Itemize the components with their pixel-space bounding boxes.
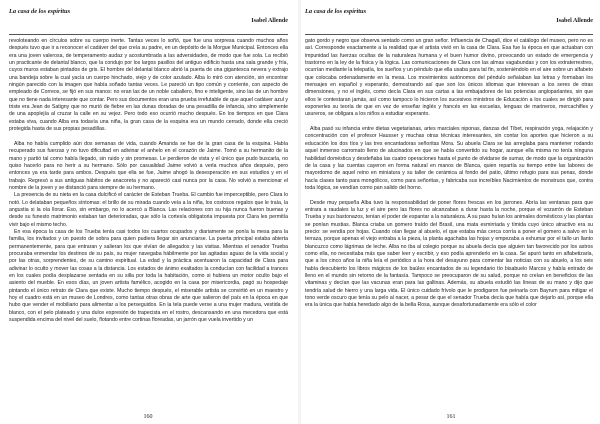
left-running-head [9,8,288,32]
right-paragraph-3: Desde muy pequeña Alba tuvo la responsabilidad de poner flores frescas en los jarrones. Abría las ventanas para que entrara a raudales la luz y el aire pero las flores no alcanzaban a durar hasta la noche, porque el vozarrón de Esteban Trueba y sus bastonazos, tenían el poder de espantar a la naturaleza. A su paso huían los animales domésticos y las plantas se ponían mustias. Blanca criaba un gomero traído del Brasil, una mata esmirriada y tímida cuyo único atractivo era su precio: se vendía por hojas. Cuando oían llegar al abuelo, el que estaba más cerca corría a poner el gomero a salvo en la terraza, porque apenas el viejo entraba a la pieza, la planta agachaba las hojas y empezaba a exhumar por el tallo un llanto blancuzco como lágrimas de leche. Alba no iba al colegio porque su abuela decía que alguien tan favorecido por los astros como ella, no necesitaba más que saber leer y escribir, y eso podía aprenderlo en la casa. Se apuró tanto en alfabetizarla, que a los cinco años la niña leía el periódico a la hora del desayuno para comentar las noticias con su abuelo, a los seis había descubierto los libros mágicos de los baúles encantados de su legendario tío bisabuelo Marcos y había entrado de lleno en el mundo sin retorno de la fantasía. Tampoco se preocuparon de su salud, porque no creían en beneficios de las vitaminas y decían que las vacunas eran para las gallinas. Además, su abuela estudió las líneas de su mano y dijo que tendría salud de hierro y una larga vida. El único cuidado frívolo que le prodigaron fue peinarla con Bayrum para mitigar el tono verde oscuro que tenía su pelo al nacer, a pesar de que el senador Trueba decía que había que dejarlo así, porque ella era la única que había heredado algo de la bella Rosa, aunque desafortunadamente era sólo el color [305,199,593,309]
left-paragraph-3: La presencia de su nieta en la casa dulcificó el carácter de Esteban Trueba. El cambio fue imperceptible, pero Clara lo notó. Lo delataban pequeños síntomas: el brillo de su mirada cuando veía a la niña, los costosos regalos que le traía, la angustia si la oía llorar. Eso, sin embargo, no lo acercó a Blanca. Las relaciones con su hija nunca fueron buenas y desde su funesto matrimonio estaban tan deterioradas, que sólo la cortesía obligatoria impuesta por Clara les permitía vivir bajo el mismo techo. [9,192,288,228]
right-header-rule [305,34,593,35]
right-paragraph-1: gato gordo y negro que observa sentado como un gran señor. Influencia de Chagall, dice el catálogo del museo, pero no es así. Corresponde exactamente a la realidad que el artista vivió en la casa de Clara. Esa fue la época en que actuaban con impunidad las fuerzas ocultas de la naturaleza humana y el buen humor divino, provocando un estado de emergencia y trastorno en la ley de la física y la lógica. Las comunicaciones de Clara con las almas vagabundas y con los extraterrestres, ocurrían mediante la telepatía, los sueños y un péndulo que ella usaba para tal fin, sosteniéndolo en el aire sobre un alfabeto que colocaba ordenadamente en la mesa. Los movimientos autónomos del péndulo señalaban las letras y formaban los mensajes en español y esperanto, demostrando así que son los únicos idiomas que interesan a los seres de otras dimensiones, y no el inglés, como decía Clara en sus cartas a las embajadores de las potencias angloparlantes, sin que ellos le contestaran jamás, así como tampoco lo hicieron los sucesivos ministros de Educación a los cuales se dirigió para exponerles su teoría de que en vez de enseñar inglés y francés en las escuelas, lenguas de marineros, mercachifles y usureros, se obligara a los niños a estudiar esperanto. [305,38,593,118]
left-paragraph-4: En esa época la casa de los Trueba tenía casi todos los cuartos ocupados y diariamente se ponía la mesa para la familia, los invitados y un puesto de sobra para quien pudiera llegar sin anunciarse. La puerta principal estaba abierta permanentemente, para que entraran y salieran los que vivían de allegados y las visitas. Mientras el senador Trueba procuraba enmendar los destinos de su país, su mujer navegaba hábilmente por las agitadas aguas de la vida social y por las otras, sorprendentes, de su camino espiritual. La edad y la práctica acentuaron la capacidad de Clara para adivinar lo oculto y mover las cosas a la distancia. Los estados de ánimo exaltados la conducían con facilidad a trances en los cuales podía desplazarse sentada en su silla por toda la habitación, como si hubiera un motor oculto bajo el asiento del mueble. En esos días, un joven artista famélico, acogido en la casa por misericordia, pagó su hospedaje pintando el único retrato de Clara que existe. Mucho tiempo después, el miserable artista se convirtió en un maestro y hoy el cuadro está en un museo de Londres, como tantas otras obras de arte que salieron del país en la época en que hubo que vender el mobiliario para alimentar a los perseguidos. En la tela puede verse a una mujer madura, vestida de blanco, con el pelo plateado y una dulce expresión de trapecista en el rostro, descansando en una mecedora que está suspendida encima del nivel del suelo, flotando entre cortinas floreadas, un jarrón que vuela invertido y un [9,228,288,324]
page-gutter [298,0,301,424]
left-book-title: La casa de los espíritus [9,8,71,15]
right-paragraph-2: Alba pasó su infancia entre dietas vegetarianas, artes marciales niponas, danzas del Tíbet, respiración yoga, relajación y concentración con el profesor Hausser y muchas otras técnicas interesantes, sin contar los aportes que hicieron a su educación los dos tíos y las tres encantadoras señoritas Mora. Su abuela Clara se las arreglaba para mantener rodando aquel inmenso carromato lleno de alucinados en que se había convertido su hogar, aunque ella misma no tenía ninguna habilidad doméstica y desdeñaba las cuatro operaciones hasta el punto de olvidarse de sumar, de modo que la organización de la casa y las cuentas cayeron en forma natural en manos de Blanca, quien repartía su tiempo entre las labores de mayordomo de aquel reino en miniatura y su taller de cerámica al fondo del patio, último refugio para sus penas, donde hacía clases tanto para mongólicos, como para señoritas, y fabricaba sus increíbles Nacimientos de monstruos que, contra toda lógica, se vendían como pan salido del horno. [305,126,593,191]
left-page-number: 160 [143,414,153,420]
left-book-author: Isabel Allende [251,18,288,24]
left-paragraph-1: revoloteando en círculos sobre su cuerpo inerte. Tantas veces lo soñó, que fue una sorpresa cuando muchos años después tuvo que ir a reconocer el cadáver del que creía su padre, en un depósito de la Morgue Municipal. Entonces ella era una joven valerosa, de temperamento audaz y acostumbrada a las adversidades, de modo que fue sola. La recibió un practicante de delantal blanco, que la condujo por los largos pasillos del antiguo edificio hasta una sala grande y fría, cuyos muros estaban pintados de gris. El hombre del delantal blanco abrió la puerta de una gigantesca nevera y extrajo una bandeja sobre la cual yacía un cuerpo hinchado, viejo y de color azulado. Alba lo miró con atención, sin encontrar ningún parecido con la imagen que había soñado tantas veces. Le pareció un tipo común y corriente, con aspecto de empleado de Correos, se fijó en sus manos: no eran las de un noble caballero, fino e inteligente, sino las de un hombre que no tiene nada interesante que contar. Pero sus documentos eran una prueba irrefutable de que aquel cadáver azul y triste era Jean de Satigny que no murió de fiebre en las dunas doradas de una pesadilla de infancia, sino simplemente de una apoplejía al cruzar la calle en su vejez. Pero todo eso ocurrió mucho después. En los tiempos en que Clara estaba viva, cuando Alba era todavía una niña, la gran casa de la esquina era un mundo cerrado, donde ella creció protegida hasta de sus propias pesadillas. [9,38,288,133]
right-body-text [305,38,593,401]
right-book-author: Isabel Allende [556,18,593,24]
left-header-rule [9,34,288,35]
right-book-title: La casa de los espíritus [305,8,367,15]
right-running-head [305,8,593,32]
right-page-number: 161 [446,414,456,420]
right-page [303,0,599,424]
left-body-text [9,38,288,401]
left-page [0,0,296,424]
left-paragraph-2: Alba no había cumplido aún dos semanas de vida, cuando Amanda se fue de la gran casa de la esquina. Había recuperado sus fuerzas y no tuvo dificultad en adivinar el anhelo en el corazón de Jaime. Tomó a su hermanito de la mano y partió tal como había llegado, sin ruido y sin promesas. Le perdieron de vista y el único que pudo buscarla, no quiso hacerlo para no herir a su hermano. Sólo por casualidad Jaime volvió a verla muchos años después, pero entonces ya era tarde para ambos. Después que ella se fue, Jaime ahogó la desesperación en sus estudios y en el trabajo. Regresó a sus antiguas hábitos de anacoreta y no apareció casi nunca por la casa. No volvió a mencionar el nombre de la joven y se distanció para siempre de su hermano. [9,140,288,191]
